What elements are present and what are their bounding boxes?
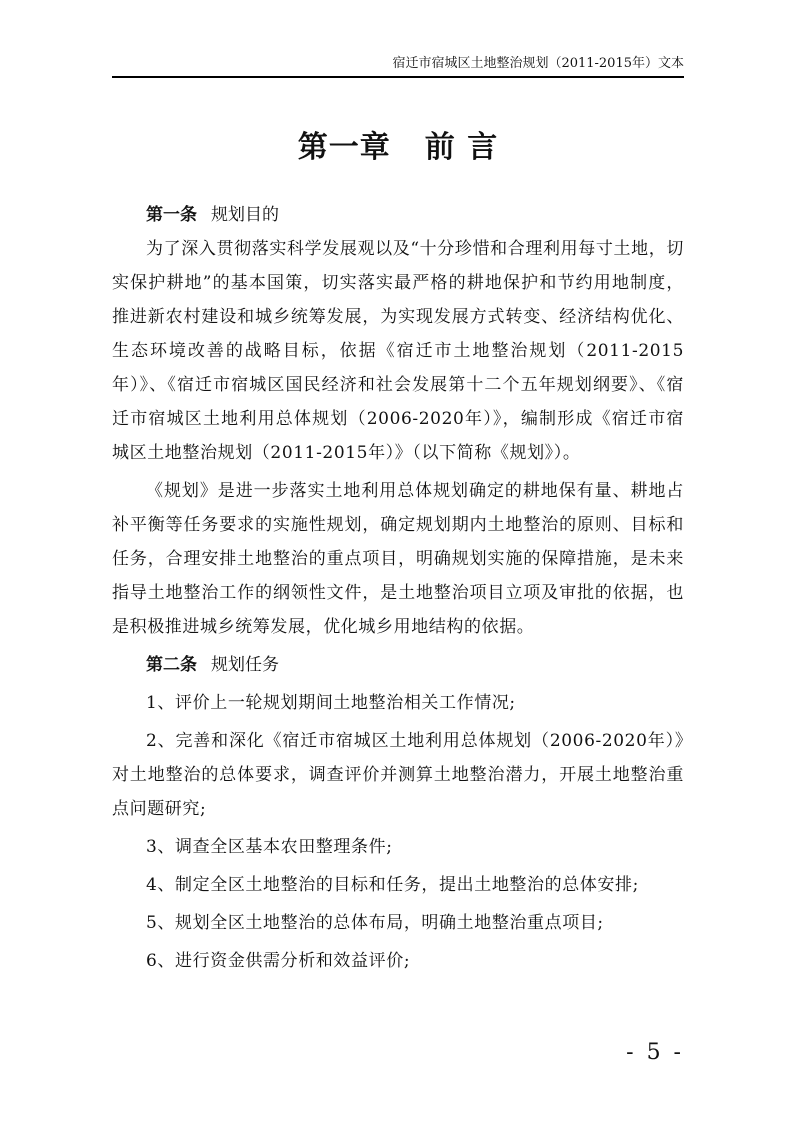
article-2-number: 第二条 bbox=[146, 655, 197, 675]
article-1-title: 规划目的 bbox=[211, 205, 279, 225]
task-item-6: 6、进行资金供需分析和效益评价; bbox=[146, 951, 411, 971]
chapter-number: 第一章 bbox=[297, 130, 391, 165]
chapter-heading bbox=[112, 128, 684, 168]
task-item-2: 2、完善和深化《宿迁市宿城区土地利用总体规划（2006-2020年）》对土地整治的总体要求，调查评价并测算土地整治潜力，开展土地整治重点问题研究; bbox=[112, 731, 684, 819]
article-2-heading bbox=[112, 648, 684, 682]
running-header bbox=[112, 54, 684, 78]
running-header-title: 宿迁市宿城区土地整治规划（2011-2015年）文本 bbox=[392, 56, 684, 71]
task-item-5: 5、规划全区土地整治的总体布局，明确土地整治重点项目; bbox=[146, 913, 604, 933]
article-1-heading bbox=[112, 198, 684, 232]
article-2-title: 规划任务 bbox=[211, 655, 279, 675]
article-2-task-list bbox=[112, 686, 684, 978]
document-body bbox=[112, 198, 684, 978]
task-item-1: 1、评价上一轮规划期间土地整治相关工作情况; bbox=[146, 693, 516, 713]
task-item-3: 3、调查全区基本农田整理条件; bbox=[146, 837, 393, 857]
task-item-4: 4、制定全区土地整治的目标和任务，提出土地整治的总体安排; bbox=[146, 875, 639, 895]
article-1-paragraph-1: 为了深入贯彻落实科学发展观以及“十分珍惜和合理利用每寸土地，切实保护耕地”的基本国策，切实落实最严格的耕地保护和节约用地制度，推进新农村建设和城乡统筹发展，为实现发展方式转变、经济结构优化、生态环境改善的战略目标，依据《宿迁市土地整治规划（2011-2015年）》、《宿迁市宿城区国民经济和社会发展第十二个五年规划纲要》、《宿迁市宿城区土地利用总体规划（2006-2020年）》，编制形成《宿迁市宿城区土地整治规划（2011-2015年）》（以下简称《规划》）。 bbox=[112, 239, 684, 463]
chapter-title: 前 言 bbox=[424, 130, 499, 165]
article-1-number: 第一条 bbox=[146, 205, 197, 225]
article-1-paragraph-2: 《规划》是进一步落实土地利用总体规划确定的耕地保有量、耕地占补平衡等任务要求的实施性规划，确定规划期内土地整治的原则、目标和任务，合理安排土地整治的重点项目，明确规划实施的保障措施，是未来指导土地整治工作的纲领性文件，是土地整治项目立项及审批的依据，也是积极推进城乡统筹发展，优化城乡用地结构的依据。 bbox=[112, 481, 684, 637]
page-number: - 5 - bbox=[626, 1040, 684, 1065]
